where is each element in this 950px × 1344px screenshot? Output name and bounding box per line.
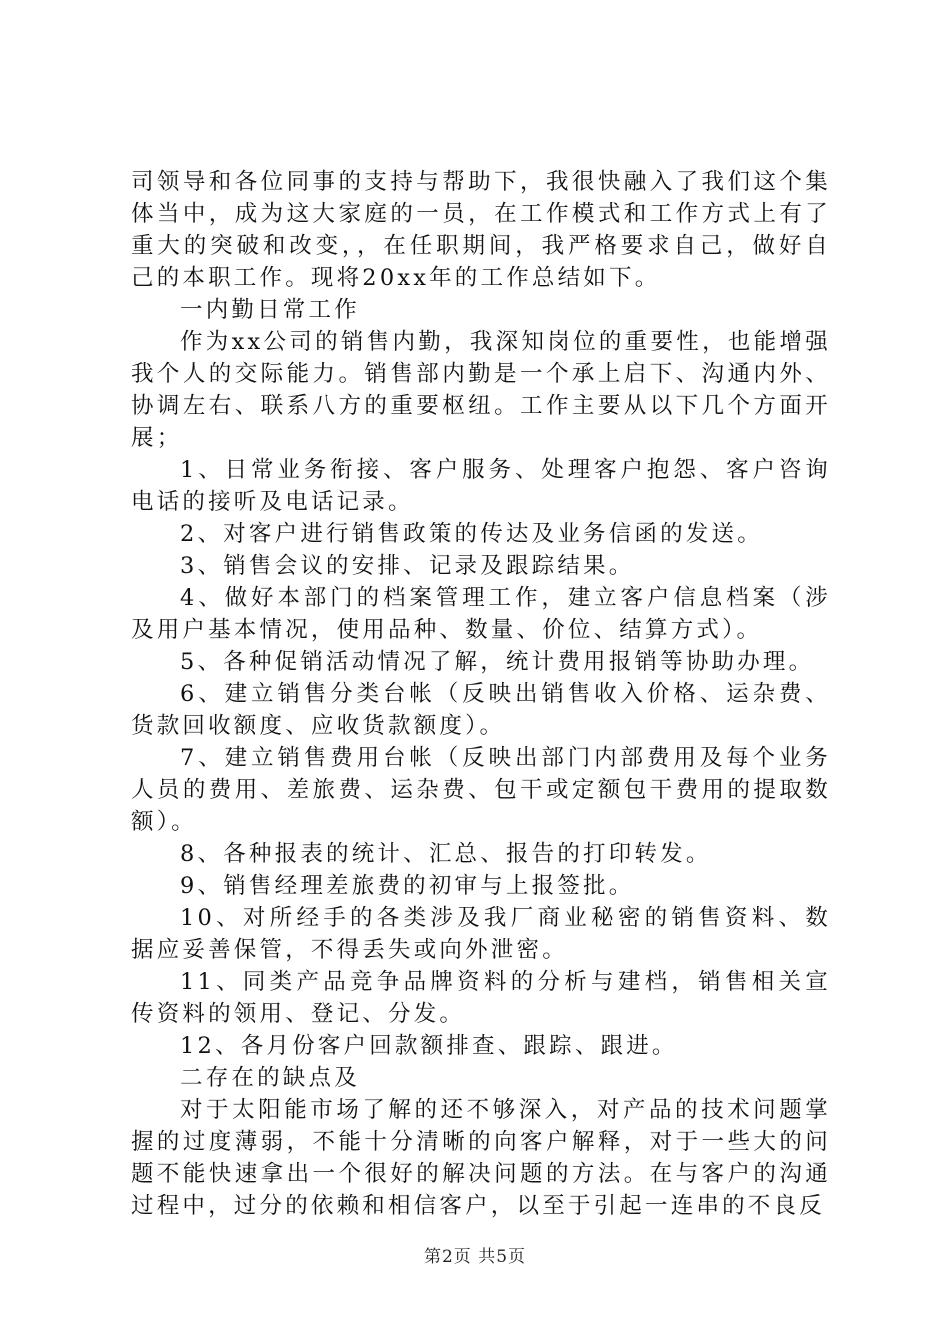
page-footer: 第2页 共5页 — [423, 1247, 527, 1267]
list-item-10: 10、对所经手的各类涉及我厂商业秘密的销售资料、数据应妥善保管，不得丢失或向外泄密。 — [131, 905, 831, 963]
list-item-3: 3、销售会议的安排、记录及跟踪结果。 — [180, 553, 635, 579]
list-item-1: 1、日常业务衔接、客户服务、处理客户抱怨、客户咨询电话的接听及电话记录。 — [131, 457, 831, 515]
paragraph-shortcomings: 对于太阳能市场了解的还不够深入，对产品的技术问题掌握的过度薄弱，不能十分清晰的向客户解释，对于一些大的问题不能快速拿出一个很好的解决问题的方法。在与客户的沟通过程中，过分的依赖和相信客户，以至于引起一连串的不良反 — [131, 1097, 831, 1219]
list-item-6: 6、建立销售分类台帐（反映出销售收入价格、运杂费、货款回收额度、应收货款额度）。 — [131, 681, 831, 739]
list-item-5: 5、各种促销活动情况了解，统计费用报销等协助办理。 — [180, 649, 815, 675]
list-item-2: 2、对客户进行销售政策的传达及业务信函的发送。 — [180, 521, 763, 547]
section-heading-daily-work: 一内勤日常工作 — [180, 297, 360, 323]
paragraph-intro-continuation: 司领导和各位同事的支持与帮助下，我很快融入了我们这个集体当中，成为这大家庭的一员，在工作模式和工作方式上有了重大的突破和改变，，在任职期间，我严格要求自己，做好自己的本职工作。现将20xx年的工作总结如下。 — [131, 169, 831, 291]
list-item-7: 7、建立销售费用台帐（反映出部门内部费用及每个业务人员的费用、差旅费、运杂费、包干或定额包干费用的提取数额）。 — [131, 745, 831, 835]
paragraph-role-description: 作为xx公司的销售内勤，我深知岗位的重要性，也能增强我个人的交际能力。销售部内勤是一个承上启下、沟通内外、协调左右、联系八方的重要枢纽。工作主要从以下几个方面开展； — [131, 329, 831, 451]
list-item-4: 4、做好本部门的档案管理工作，建立客户信息档案（涉及用户基本情况，使用品种、数量、价位、结算方式）。 — [131, 585, 831, 643]
list-item-9: 9、销售经理差旅费的初审与上报签批。 — [180, 873, 635, 899]
list-item-8: 8、各种报表的统计、汇总、报告的打印转发。 — [180, 841, 712, 867]
section-heading-shortcomings: 二存在的缺点及 — [180, 1065, 360, 1091]
list-item-11: 11、同类产品竞争品牌资料的分析与建档，销售相关宣传资料的领用、登记、分发。 — [131, 969, 831, 1027]
list-item-12: 12、各月份客户回款额排查、跟踪、跟进。 — [180, 1033, 678, 1059]
document-body — [131, 166, 831, 1222]
